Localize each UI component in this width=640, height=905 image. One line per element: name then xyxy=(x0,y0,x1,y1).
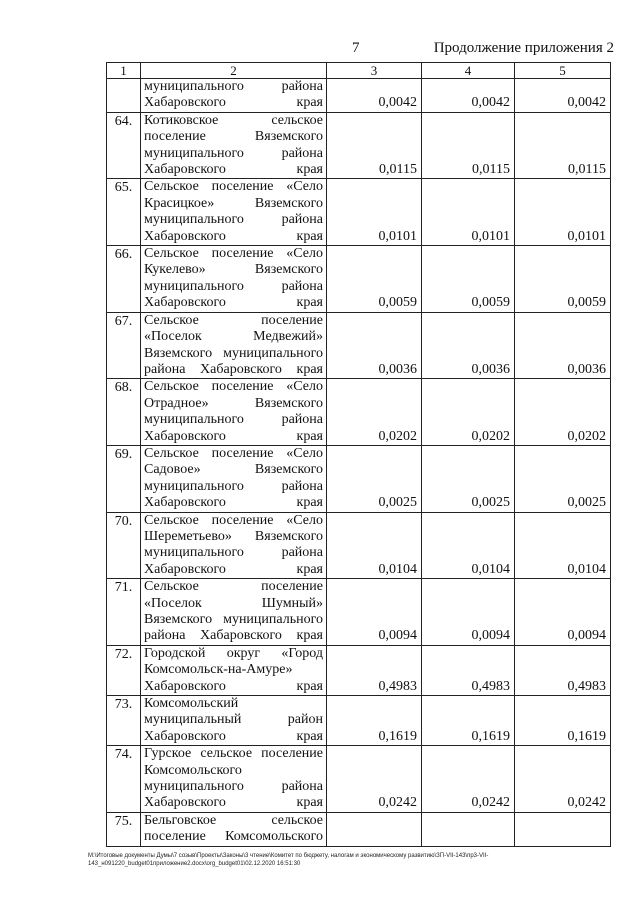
row-number: 66. xyxy=(107,246,141,313)
name-line: Сельское поселение «Село xyxy=(144,445,323,461)
value-col-3: 0,0202 xyxy=(327,379,422,446)
name-line: Хабаровского края xyxy=(144,295,323,311)
value-col-5: 0,0059 xyxy=(515,246,611,313)
value-col-5: 0,1619 xyxy=(515,696,611,746)
value-col-5 xyxy=(515,812,611,846)
value-col-3: 0,1619 xyxy=(327,696,422,746)
name-line: муниципального района xyxy=(144,79,323,94)
table-body xyxy=(107,79,611,847)
table-row xyxy=(107,79,611,113)
table-row xyxy=(107,579,611,646)
row-number: 64. xyxy=(107,112,141,179)
table-row xyxy=(107,645,611,695)
name-line: муниципального района xyxy=(144,779,323,795)
value-col-3: 0,0059 xyxy=(327,246,422,313)
column-header-1: 1 xyxy=(107,63,141,79)
value-col-5: 0,0025 xyxy=(515,445,611,512)
name-line: Хабаровского края xyxy=(144,95,323,111)
value-col-4 xyxy=(422,812,515,846)
row-number: 65. xyxy=(107,179,141,246)
value-col-4: 0,0242 xyxy=(422,746,515,813)
table-row xyxy=(107,379,611,446)
value-col-3: 0,0042 xyxy=(327,79,422,113)
municipality-name xyxy=(141,812,327,846)
name-line: Хабаровского края xyxy=(144,495,323,511)
municipality-name xyxy=(141,645,327,695)
name-line: Красицкое» Вяземского xyxy=(144,195,323,211)
name-line: Бельговское сельское xyxy=(144,812,323,828)
row-number: 75. xyxy=(107,812,141,846)
name-line: Сельское поселение «Село xyxy=(144,246,323,262)
table-row xyxy=(107,445,611,512)
value-col-5: 0,0094 xyxy=(515,579,611,646)
row-number: 72. xyxy=(107,645,141,695)
column-header-4: 4 xyxy=(422,63,515,79)
municipality-name xyxy=(141,312,327,379)
footer-path-line-1: М:\Итоговые документы Думы\7 созыв\Проекты\Законы\3 чтение\Комитет по бюджету, налогам и экономическому развитию\ЗП-VII-143\пр3-VII- xyxy=(88,853,489,859)
name-line: Хабаровского края xyxy=(144,428,323,444)
document-path-footer xyxy=(88,852,608,868)
name-line: Гурское сельское поселение xyxy=(144,746,323,762)
name-line: района Хабаровского края xyxy=(144,628,323,644)
name-line: Вяземского муниципального xyxy=(144,345,323,361)
value-col-5: 0,0042 xyxy=(515,79,611,113)
table-row xyxy=(107,696,611,746)
value-col-3: 0,4983 xyxy=(327,645,422,695)
value-col-3: 0,0104 xyxy=(327,512,422,579)
name-line: Комсомольск-на-Амуре» xyxy=(144,662,293,678)
value-col-5: 0,0115 xyxy=(515,112,611,179)
value-col-3: 0,0036 xyxy=(327,312,422,379)
value-col-3: 0,0242 xyxy=(327,746,422,813)
name-line: Кукелево» Вяземского xyxy=(144,262,323,278)
name-line: Комсомольский xyxy=(144,696,239,712)
footer-path-line-2: 143_н091220_budget01приложение2.docx\org_budget01\02.12.2020 16:51:30 xyxy=(88,861,301,867)
row-number: 68. xyxy=(107,379,141,446)
municipality-name xyxy=(141,579,327,646)
table-row xyxy=(107,812,611,846)
table-row xyxy=(107,746,611,813)
value-col-4: 0,0101 xyxy=(422,179,515,246)
name-line: муниципального района xyxy=(144,278,323,294)
municipality-name xyxy=(141,246,327,313)
page-number: 7 xyxy=(352,40,360,56)
table-row xyxy=(107,112,611,179)
value-col-4: 0,1619 xyxy=(422,696,515,746)
value-col-3 xyxy=(327,812,422,846)
name-line: Сельское поселение «Село xyxy=(144,379,323,395)
name-line: «Поселок Медвежий» xyxy=(144,329,323,345)
value-col-4: 0,0094 xyxy=(422,579,515,646)
value-col-5: 0,0242 xyxy=(515,746,611,813)
name-line: поселение Вяземского xyxy=(144,129,323,145)
name-line: муниципального района xyxy=(144,212,323,228)
table-row xyxy=(107,246,611,313)
row-number: 70. xyxy=(107,512,141,579)
name-line: Хабаровского края xyxy=(144,162,323,178)
name-line: Сельское поселение «Село xyxy=(144,179,323,195)
column-header-3: 3 xyxy=(327,63,422,79)
value-col-5: 0,0202 xyxy=(515,379,611,446)
value-col-5: 0,4983 xyxy=(515,645,611,695)
name-line: Комсомольского xyxy=(144,762,242,778)
value-col-5: 0,0104 xyxy=(515,512,611,579)
name-line: Сельское поселение xyxy=(144,579,323,595)
column-header-2: 2 xyxy=(141,63,327,79)
municipality-name xyxy=(141,179,327,246)
municipality-name xyxy=(141,696,327,746)
name-line: «Поселок Шумный» xyxy=(144,595,323,611)
row-number: 74. xyxy=(107,746,141,813)
value-col-3: 0,0025 xyxy=(327,445,422,512)
value-col-5: 0,0101 xyxy=(515,179,611,246)
value-col-4: 0,4983 xyxy=(422,645,515,695)
value-col-5: 0,0036 xyxy=(515,312,611,379)
row-number: 67. xyxy=(107,312,141,379)
value-col-4: 0,0036 xyxy=(422,312,515,379)
row-number xyxy=(107,79,141,113)
value-col-4: 0,0104 xyxy=(422,512,515,579)
name-line: Котиковское сельское xyxy=(144,112,323,128)
table-row xyxy=(107,312,611,379)
value-col-3: 0,0115 xyxy=(327,112,422,179)
municipality-name xyxy=(141,445,327,512)
name-line: муниципальный район xyxy=(144,712,323,728)
value-col-3: 0,0101 xyxy=(327,179,422,246)
value-col-4: 0,0059 xyxy=(422,246,515,313)
value-col-3: 0,0094 xyxy=(327,579,422,646)
name-line: Хабаровского края xyxy=(144,728,323,744)
column-number-row xyxy=(107,63,611,79)
name-line: Шереметьево» Вяземского xyxy=(144,528,323,544)
name-line: поселение Комсомольского xyxy=(144,829,323,845)
municipality-name xyxy=(141,112,327,179)
name-line: Городской округ «Город xyxy=(144,645,323,661)
value-col-4: 0,0115 xyxy=(422,112,515,179)
name-line: Хабаровского края xyxy=(144,561,323,577)
name-line: муниципального района xyxy=(144,145,323,161)
municipality-name xyxy=(141,746,327,813)
municipality-name xyxy=(141,79,327,113)
name-line: Хабаровского края xyxy=(144,795,323,811)
name-line: Сельское поселение «Село xyxy=(144,512,323,528)
table-row xyxy=(107,179,611,246)
name-line: Хабаровского края xyxy=(144,678,323,694)
value-col-4: 0,0202 xyxy=(422,379,515,446)
row-number: 71. xyxy=(107,579,141,646)
name-line: района Хабаровского края xyxy=(144,361,323,377)
column-header-5: 5 xyxy=(515,63,611,79)
value-col-4: 0,0042 xyxy=(422,79,515,113)
name-line: муниципального района xyxy=(144,412,323,428)
name-line: муниципального района xyxy=(144,478,323,494)
continuation-label: Продолжение приложения 2 xyxy=(433,40,614,56)
row-number: 69. xyxy=(107,445,141,512)
value-col-4: 0,0025 xyxy=(422,445,515,512)
name-line: Вяземского муниципального xyxy=(144,612,323,627)
row-number: 73. xyxy=(107,696,141,746)
name-line: Отрадное» Вяземского xyxy=(144,395,323,411)
municipality-name xyxy=(141,512,327,579)
allocation-table xyxy=(106,62,611,847)
name-line: Садовое» Вяземского xyxy=(144,462,323,478)
municipality-name xyxy=(141,379,327,446)
name-line: Хабаровского края xyxy=(144,228,323,244)
table-row xyxy=(107,512,611,579)
name-line: Сельское поселение xyxy=(144,312,323,328)
name-line: муниципального района xyxy=(144,545,323,561)
